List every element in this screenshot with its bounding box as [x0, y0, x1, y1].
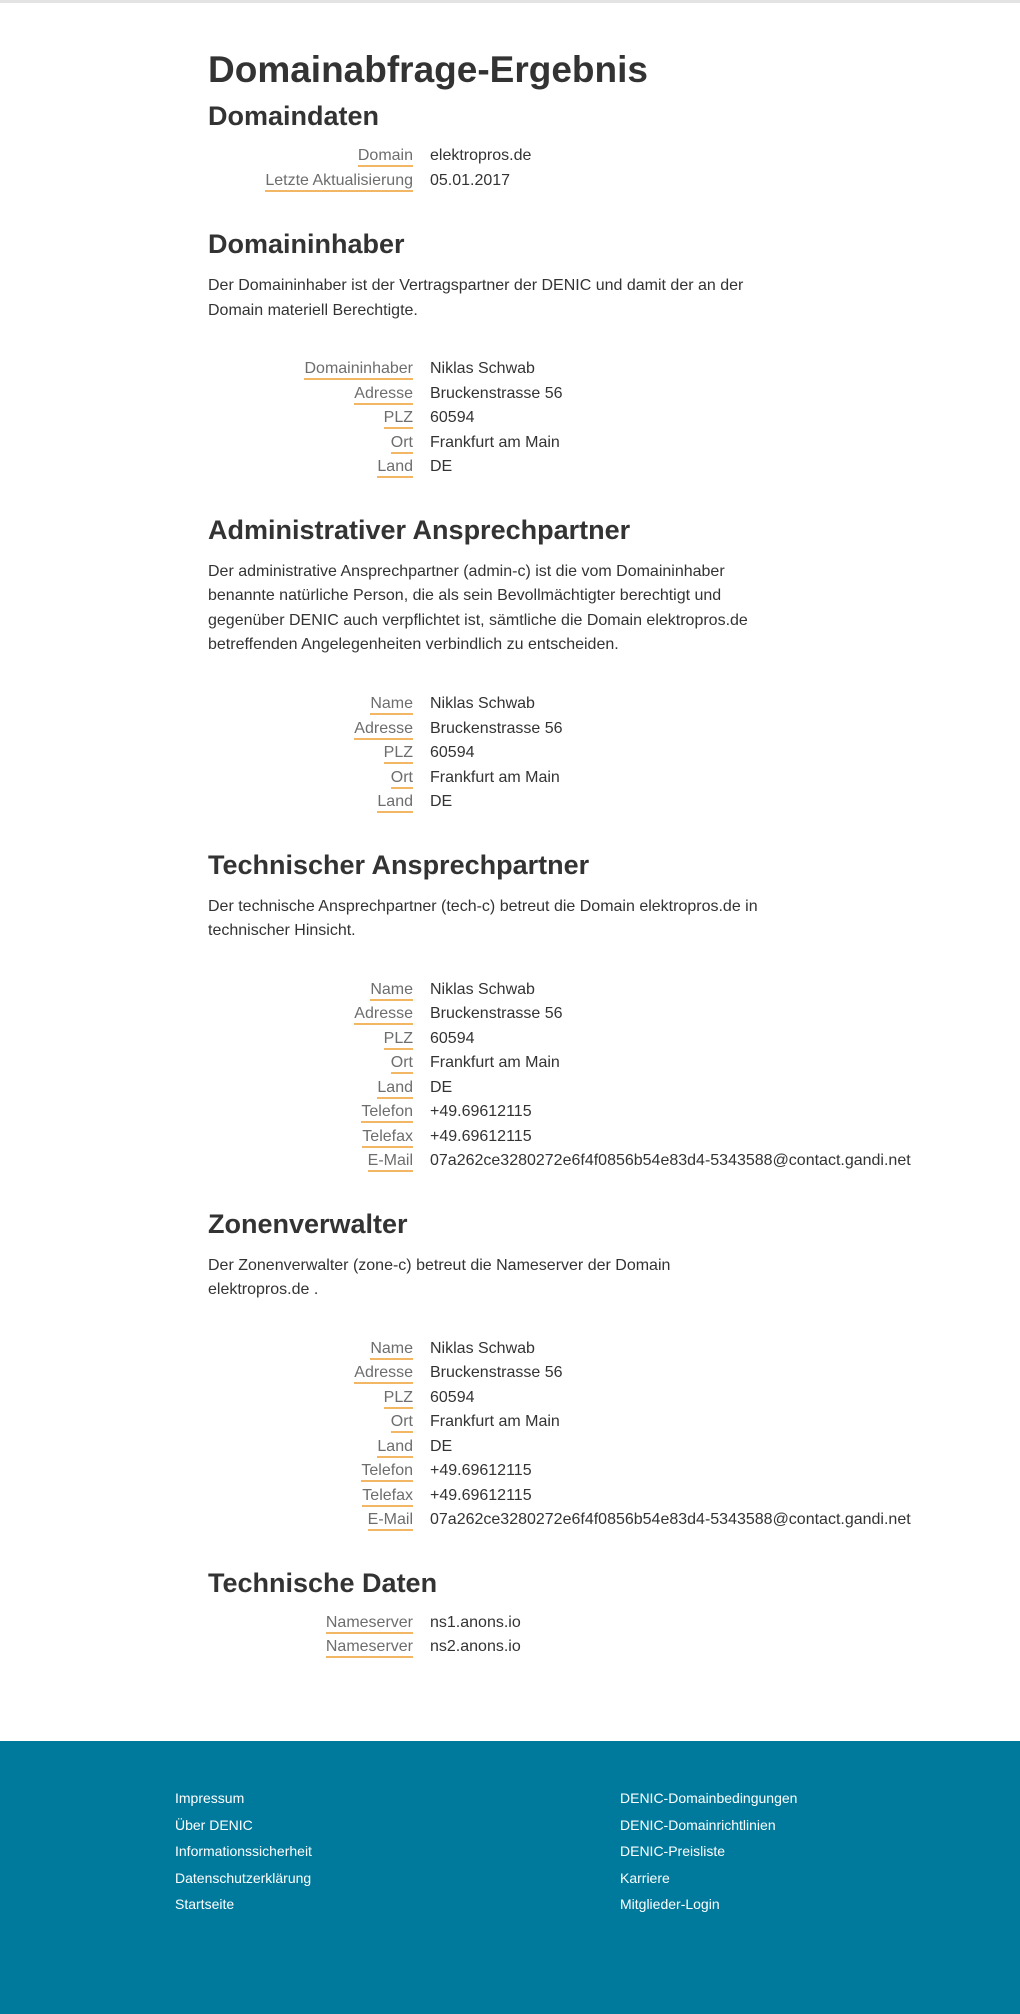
section-heading-domaininhaber: Domaininhaber	[208, 229, 405, 259]
kv-value: Frankfurt am Main	[430, 1054, 560, 1072]
kv-value: 60594	[430, 744, 475, 762]
kv-value: ns2.anons.io	[430, 1638, 521, 1656]
kv-value: Frankfurt am Main	[430, 433, 560, 451]
footer-links-left	[175, 1785, 312, 1918]
kv-label[interactable]: Ort	[391, 769, 413, 789]
kv-label[interactable]: Adresse	[354, 1364, 413, 1384]
section-description: Der technische Ansprechpartner (tech-c) betreut die Domain elektropros.de in technischer Hinsicht.	[208, 897, 758, 940]
section-heading-domaindaten: Domaindaten	[208, 101, 380, 131]
kv-value: Niklas Schwab	[430, 1339, 535, 1357]
footer-link-informationssicherheit[interactable]: Informationssicherheit	[175, 1843, 312, 1859]
kv-value: 07a262ce3280272e6f4f0856b54e83d4-5343588@contact.gandi.net	[430, 1511, 911, 1529]
kv-label[interactable]: PLZ	[384, 744, 413, 764]
kv-label[interactable]: Telefon	[361, 1462, 413, 1482]
kv-label[interactable]: Letzte Aktualisierung	[265, 172, 413, 192]
kv-label[interactable]: Domain	[358, 147, 413, 167]
kv-value: DE	[430, 1078, 453, 1096]
domaindaten-table	[208, 144, 968, 193]
kv-label[interactable]: Nameserver	[326, 1638, 413, 1658]
footer-links-right	[620, 1785, 797, 1918]
kv-label[interactable]: PLZ	[384, 1389, 413, 1409]
kv-value: DE	[430, 458, 453, 476]
kv-label[interactable]: Land	[377, 793, 413, 813]
tech-c-table	[208, 978, 968, 1174]
section-heading-zone-c: Zonenverwalter	[208, 1208, 408, 1239]
kv-value: 60594	[430, 1029, 475, 1047]
kv-label[interactable]: Ort	[391, 1413, 413, 1433]
top-border	[0, 0, 1020, 3]
kv-value: Bruckenstrasse 56	[430, 1005, 563, 1023]
kv-label[interactable]: Nameserver	[326, 1614, 413, 1634]
kv-value: +49.69612115	[430, 1462, 532, 1480]
footer-link-ueber-denic[interactable]: Über DENIC	[175, 1816, 253, 1833]
kv-label[interactable]: Adresse	[354, 385, 413, 405]
kv-label[interactable]: PLZ	[384, 409, 413, 429]
section-description: Der Domaininhaber ist der Vertragspartner der DENIC und damit der an der Domain materiell Berechtigte.	[208, 277, 744, 319]
kv-value: Frankfurt am Main	[430, 1413, 560, 1431]
kv-value: 05.01.2017	[430, 171, 511, 189]
kv-value: DE	[430, 793, 453, 811]
kv-label[interactable]: E-Mail	[368, 1511, 413, 1531]
kv-label[interactable]: Name	[370, 981, 413, 1001]
kv-label[interactable]: PLZ	[384, 1030, 413, 1050]
kv-value: +49.69612115	[430, 1127, 532, 1145]
kv-value: +49.69612115	[430, 1486, 532, 1504]
kv-value: DE	[430, 1437, 453, 1455]
footer-link-impressum[interactable]: Impressum	[175, 1790, 245, 1806]
kv-value: Bruckenstrasse 56	[430, 719, 563, 737]
kv-value: +49.69612115	[430, 1103, 532, 1121]
kv-value: elektropros.de	[430, 147, 532, 164]
kv-value: Bruckenstrasse 56	[430, 384, 563, 402]
kv-value: 60594	[430, 1388, 475, 1406]
footer-link-preisliste[interactable]: DENIC-Preisliste	[620, 1843, 726, 1859]
kv-label[interactable]: Domaininhaber	[304, 360, 413, 380]
kv-label[interactable]: E-Mail	[368, 1152, 413, 1172]
footer-link-karriere[interactable]: Karriere	[620, 1869, 670, 1886]
kv-value: Bruckenstrasse 56	[430, 1364, 563, 1382]
footer	[0, 1741, 1020, 2014]
section-heading-tech-c: Technischer Ansprechpartner	[208, 849, 590, 880]
kv-label[interactable]: Name	[370, 1340, 413, 1360]
section-description: Der Zonenverwalter (zone-c) betreut die Nameserver der Domain elektropros.de .	[208, 1256, 671, 1299]
kv-value: ns1.anons.io	[430, 1613, 521, 1631]
kv-label[interactable]: Telefax	[362, 1487, 413, 1507]
kv-value: 07a262ce3280272e6f4f0856b54e83d4-5343588@contact.gandi.net	[430, 1152, 911, 1170]
main-content	[208, 44, 968, 1660]
admin-c-table	[208, 692, 968, 815]
kv-label[interactable]: Adresse	[354, 1005, 413, 1025]
kv-label[interactable]: Land	[377, 1079, 413, 1099]
kv-label[interactable]: Telefon	[361, 1103, 413, 1123]
kv-label[interactable]: Name	[370, 695, 413, 715]
kv-value: Frankfurt am Main	[430, 768, 560, 786]
kv-label[interactable]: Telefax	[362, 1128, 413, 1148]
footer-link-domainbedingungen[interactable]: DENIC-Domainbedingungen	[620, 1790, 798, 1806]
page-title: Domainabfrage-Ergebnis	[208, 49, 648, 90]
kv-label[interactable]: Adresse	[354, 720, 413, 740]
section-heading-admin-c: Administrativer Ansprechpartner	[208, 514, 631, 545]
domaininhaber-table	[208, 357, 968, 480]
footer-link-datenschutz[interactable]: Datenschutzerklärung	[175, 1869, 312, 1886]
footer-link-domainrichtlinien[interactable]: DENIC-Domainrichtlinien	[620, 1816, 776, 1833]
kv-label[interactable]: Land	[377, 1438, 413, 1458]
footer-link-mitglieder-login[interactable]: Mitglieder-Login	[620, 1896, 720, 1912]
zone-c-table	[208, 1337, 968, 1533]
technische-daten-table	[208, 1611, 968, 1660]
footer-link-startseite[interactable]: Startseite	[175, 1896, 235, 1912]
section-description: Der administrative Ansprechpartner (admin-c) ist die vom Domaininhaber benannte natürliche Person, die als sein Bevollmächtigter berechtigt und gegenüber DENIC auch verpflichtet ist, sämtliche die Domain elektropros.de betreffenden Angelegenheiten verbindlich zu entscheiden.	[208, 562, 748, 654]
kv-value: Niklas Schwab	[430, 360, 535, 378]
kv-label[interactable]: Ort	[391, 434, 413, 454]
kv-label[interactable]: Ort	[391, 1054, 413, 1074]
kv-label[interactable]: Land	[377, 458, 413, 478]
section-heading-technische-daten: Technische Daten	[208, 1567, 438, 1598]
kv-value: Niklas Schwab	[430, 980, 535, 998]
kv-value: 60594	[430, 409, 475, 427]
kv-value: Niklas Schwab	[430, 695, 535, 713]
